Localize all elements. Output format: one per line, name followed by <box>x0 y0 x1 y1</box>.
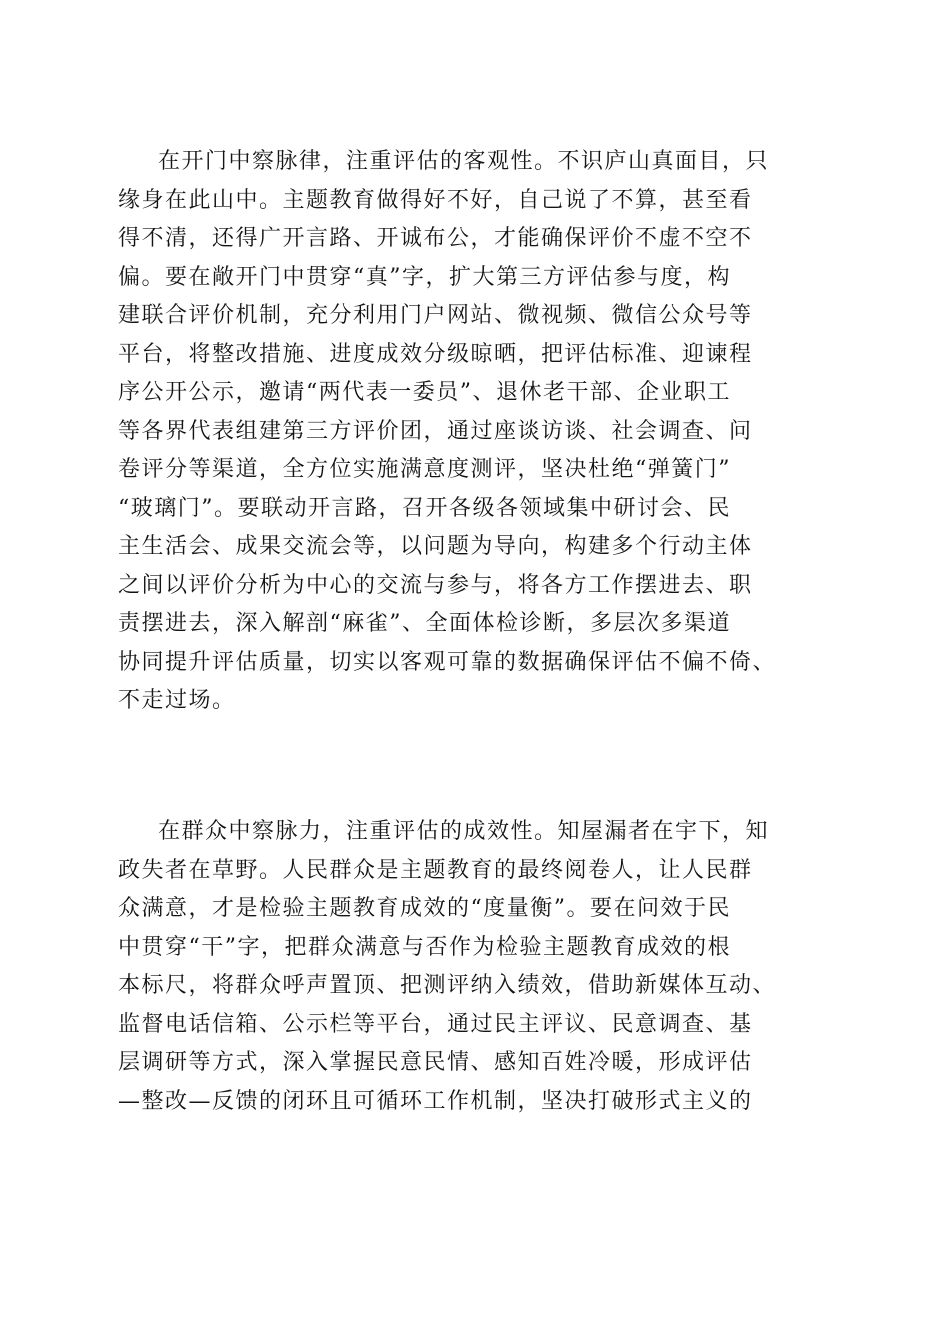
paragraph-line: 政失者在草野。人民群众是主题教育的最终阅卷人，让人民群 <box>118 857 753 883</box>
paragraph-line: 不走过场。 <box>118 688 236 713</box>
paragraph-line: 平台，将整改措施、进度成效分级晾晒，把评估标准、迎谏程 <box>118 341 753 367</box>
paragraph-line: 协同提升评估质量，切实以客观可靠的数据确保评估不偏不倚、 <box>118 649 777 675</box>
paragraph-line: 在开门中察脉律，注重评估的客观性。不识庐山真面目，只 <box>158 149 770 174</box>
paragraph-line: 卷评分等渠道，全方位实施满意度测评，坚决杜绝“弹簧门” <box>118 457 731 482</box>
paragraph-line: 得不清，还得广开言路、开诚布公，才能确保评价不虚不空不 <box>118 226 753 251</box>
paragraph-line: 层调研等方式，深入掌握民意民情、感知百姓冷暖，形成评估 <box>118 1050 753 1075</box>
paragraph-line: 在群众中察脉力，注重评估的成效性。知屋漏者在宇下，知 <box>158 819 770 844</box>
paragraph-line: 监督电话信箱、公示栏等平台，通过民主评议、民意调查、基 <box>118 1011 753 1037</box>
paragraph-line: —整改—反馈的闭环且可循环工作机制，坚决打破形式主义的 <box>118 1088 753 1114</box>
paragraph-line: 建联合评价机制，充分利用门户网站、微视频、微信公众号等 <box>118 303 753 328</box>
paragraph-line: 众满意，才是检验主题教育成效的“度量衡”。要在问效于民 <box>118 896 731 921</box>
paragraph-line: 偏。要在敞开门中贯穿“真”字，扩大第三方评估参与度，构 <box>118 264 731 290</box>
paragraph-line: 之间以评价分析为中心的交流与参与，将各方工作摆进去、职 <box>118 572 753 598</box>
paragraph-line: 中贯穿“干”字，把群众满意与否作为检验主题教育成效的根 <box>118 934 731 960</box>
paragraph-line: 等各界代表组建第三方评价团，通过座谈访谈、社会调查、问 <box>118 418 753 444</box>
paragraph-line: “玻璃门”。要联动开言路，召开各级各领域集中研讨会、民 <box>118 495 731 521</box>
paragraph-line: 缘身在此山中。主题教育做得好不好，自己说了不算，甚至看 <box>118 187 753 213</box>
paragraph-line: 主生活会、成果交流会等，以问题为导向，构建多个行动主体 <box>118 534 753 559</box>
paragraph-line: 责摆进去，深入解剖“麻雀”、全面体检诊断，多层次多渠道 <box>118 611 731 636</box>
paragraph-line: 本标尺，将群众呼声置顶、把测评纳入绩效，借助新媒体互动、 <box>118 973 777 998</box>
paragraph-line: 序公开公示，邀请“两代表一委员”、退休老干部、企业职工 <box>118 380 731 405</box>
